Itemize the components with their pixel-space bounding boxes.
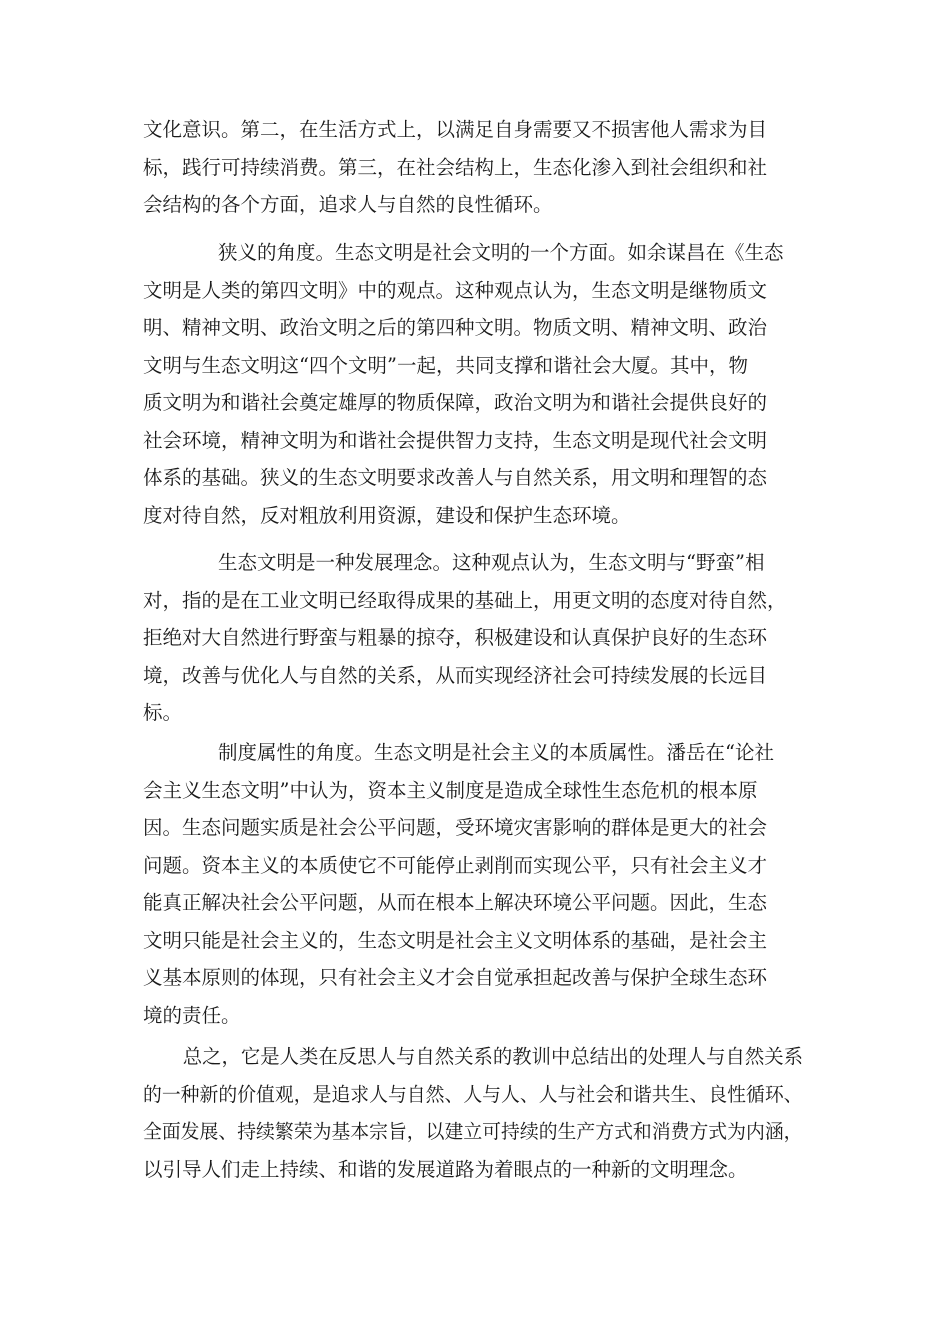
paragraph-line: 社会环境，精神文明为和谐社会提供智力支持，生态文明是现代社会文明 bbox=[143, 428, 768, 452]
paragraph-1 bbox=[143, 111, 803, 224]
paragraph-2 bbox=[143, 234, 803, 534]
paragraph-line: 文明只能是社会主义的，生态文明是社会主义文明体系的基础，是社会主 bbox=[143, 928, 768, 952]
paragraph-4 bbox=[143, 734, 803, 1034]
paragraph-line: 拒绝对大自然进行野蛮与粗暴的掠夺，积极建设和认真保护良好的生态环 bbox=[143, 626, 768, 649]
paragraph-line: 问题。资本主义的本质使它不可能停止剥削而实现公平，只有社会主义才 bbox=[143, 853, 768, 877]
paragraph-line: 文明与生态文明这“四个文明”一起，共同支撑和谐社会大厦。其中，物 bbox=[143, 353, 748, 377]
paragraph-line: 文化意识。第二，在生活方式上，以满足自身需要又不损害他人需求为目 bbox=[143, 118, 768, 141]
paragraph-line: 因。生态问题实质是社会公平问题，受环境灾害影响的群体是更大的社会 bbox=[143, 816, 768, 839]
paragraph-line: 狭义的角度。生态文明是社会文明的一个方面。如余谋昌在《生态 bbox=[218, 241, 784, 264]
paragraph-line: 标。 bbox=[143, 701, 183, 724]
paragraph-line: 制度属性的角度。生态文明是社会主义的本质属性。潘岳在“论社 bbox=[218, 741, 774, 764]
paragraph-line: 体系的基础。狭义的生态文明要求改善人与自然关系，用文明和理智的态 bbox=[143, 466, 768, 489]
paragraph-line: 能真正解决社会公平问题，从而在根本上解决环境公平问题。因此，生态 bbox=[143, 891, 768, 914]
paragraph-line: 文明是人类的第四文明》中的观点。这种观点认为，生态文明是继物质文 bbox=[143, 278, 768, 302]
paragraph-line: 义基本原则的体现，只有社会主义才会自觉承担起改善与保护全球生态环 bbox=[143, 966, 768, 989]
paragraph-line: 会结构的各个方面，追求人与自然的良性循环。 bbox=[143, 193, 553, 216]
paragraph-3 bbox=[143, 544, 803, 732]
paragraph-line: 度对待自然，反对粗放利用资源，建设和保护生态环境。 bbox=[143, 503, 631, 527]
paragraph-line: 总之，它是人类在反思人与自然关系的教训中总结出的处理人与自然关系 bbox=[182, 1045, 804, 1068]
paragraph-line: 的一种新的价值观，是追求人与自然、人与人、人与社会和谐共生、良性循环、 bbox=[143, 1082, 803, 1106]
paragraph-line: 标，践行可持续消费。第三，在社会结构上，生态化渗入到社会组织和社 bbox=[143, 155, 768, 179]
paragraph-line: 全面发展、持续繁荣为基本宗旨，以建立可持续的生产方式和消费方式为内涵， bbox=[143, 1120, 803, 1143]
paragraph-line: 对，指的是在工业文明已经取得成果的基础上，用更文明的态度对待自然， bbox=[143, 588, 787, 612]
paragraph-5 bbox=[143, 1038, 803, 1188]
paragraph-line: 生态文明是一种发展理念。这种观点认为，生态文明与“野蛮”相 bbox=[218, 551, 765, 574]
paragraph-line: 质文明为和谐社会奠定雄厚的物质保障，政治文明为和谐社会提供良好的 bbox=[143, 391, 768, 414]
paragraph-line: 明、精神文明、政治文明之后的第四种文明。物质文明、精神文明、政治 bbox=[143, 316, 768, 339]
paragraph-line: 境的责任。 bbox=[143, 1003, 241, 1027]
paragraph-line: 以引导人们走上持续、和谐的发展道路为着眼点的一种新的文明理念。 bbox=[143, 1157, 748, 1181]
paragraph-line: 会主义生态文明”中认为，资本主义制度是造成全球性生态危机的根本原 bbox=[143, 778, 758, 802]
paragraph-line: 境，改善与优化人与自然的关系，从而实现经济社会可持续发展的长远目 bbox=[143, 663, 768, 687]
